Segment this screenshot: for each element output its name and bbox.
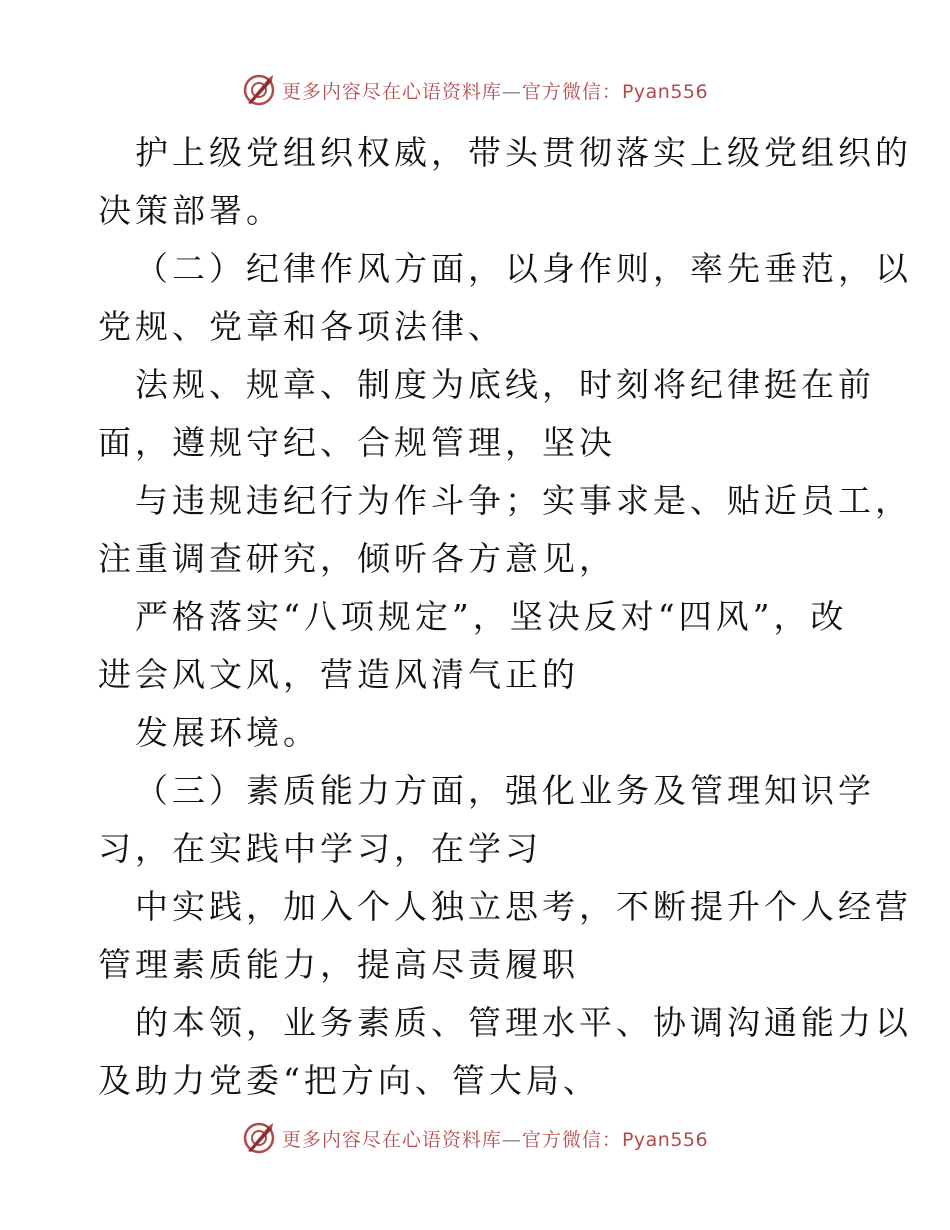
text-line: 中实践，加入个人独立思考，不断提升个人经营 <box>135 887 912 926</box>
quill-logo-icon <box>242 73 276 107</box>
watermark-wechat-id: Pyan556 <box>621 1128 709 1151</box>
text-line: 严格落实“八项规定”，坚决反对“四风”，改 <box>135 597 848 636</box>
text-line: 的本领，业务素质、管理水平、协调沟通能力以 <box>135 1003 912 1042</box>
text-line: 习，在实践中学习，在学习 <box>98 829 542 868</box>
watermark-label: 官方微信： <box>521 80 622 103</box>
text-line: 决策部署。 <box>98 191 283 230</box>
watermark-header <box>0 70 950 110</box>
text-line: 法规、规章、制度为底线，时刻将纪律挺在前 <box>135 365 875 404</box>
text-line: 面，遵规守纪、合规管理，坚决 <box>98 423 616 462</box>
watermark-slogan: 更多内容尽在心语资料库 <box>281 1128 502 1151</box>
text-line: （二）纪律作风方面，以身作则，率先垂范，以 <box>135 249 912 288</box>
text-line: 及助力党委“把方向、管大局、 <box>98 1061 600 1100</box>
text-line: 管理素质能力，提高尽责履职 <box>98 945 579 984</box>
text-line: 发展环境。 <box>135 713 320 752</box>
text-line: 与违规违纪行为作斗争；实事求是、贴近员工， <box>135 481 912 520</box>
text-line: 注重调查研究，倾听各方意见， <box>98 539 616 578</box>
watermark-text <box>282 1125 708 1152</box>
watermark-separator: — <box>501 1128 522 1151</box>
quill-logo-icon <box>242 1121 276 1155</box>
text-line: 党规、党章和各项法律、 <box>98 307 505 346</box>
text-line: 进会风文风，营造风清气正的 <box>98 655 579 694</box>
text-line: （三）素质能力方面，强化业务及管理知识学 <box>135 771 875 810</box>
watermark-wechat-id: Pyan556 <box>621 80 709 103</box>
watermark-separator: — <box>501 80 522 103</box>
watermark-label: 官方微信： <box>521 1128 622 1151</box>
watermark-text <box>282 77 708 104</box>
watermark-slogan: 更多内容尽在心语资料库 <box>281 80 502 103</box>
watermark-footer <box>0 1118 950 1158</box>
document-body <box>98 124 912 1110</box>
text-line: 护上级党组织权威，带头贯彻落实上级党组织的 <box>135 133 912 172</box>
